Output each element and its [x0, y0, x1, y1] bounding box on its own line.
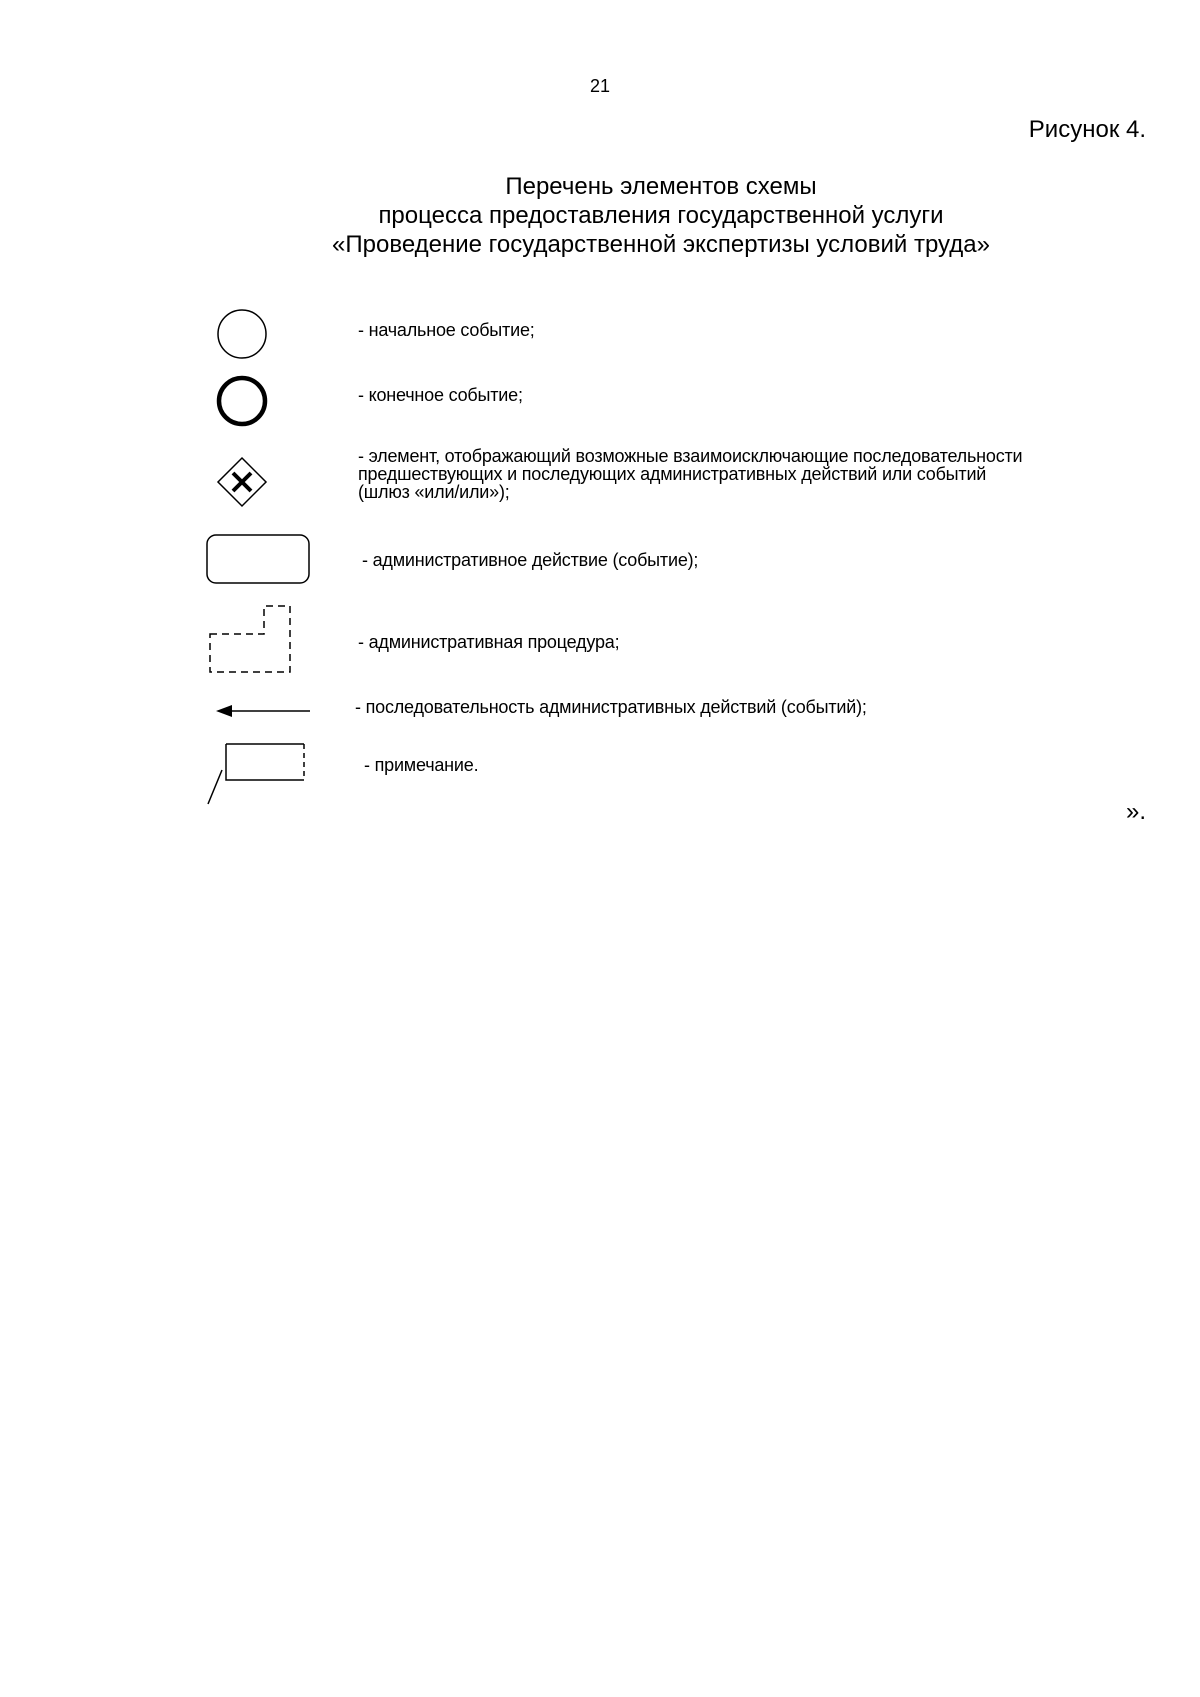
legend-item-gateway-line-1: - элемент, отображающий возможные взаимоисключающие последовательности [358, 446, 1023, 466]
end-event-circle-icon [214, 373, 270, 429]
legend-item-sequence: - последовательность административных действий (событий); [355, 697, 867, 717]
start-event-circle-icon [214, 306, 270, 362]
legend-item-note: - примечание. [364, 755, 479, 775]
arrow-left-icon [214, 700, 314, 722]
legend-item-start-event: - начальное событие; [358, 320, 535, 340]
rounded-rectangle-icon [203, 532, 313, 586]
legend-item-admin-action: - административное действие (событие); [362, 550, 699, 570]
closing-mark: ». [1125, 798, 1146, 825]
exclusive-gateway-icon [216, 456, 268, 508]
figure-label: Рисунок 4. [1028, 116, 1146, 143]
title-line-3: «Проведение государственной экспертизы условий труда» [332, 231, 990, 258]
annotation-icon [200, 738, 310, 808]
page-number: 21 [589, 76, 611, 96]
title-line-2: процесса предоставления государственной услуги [378, 202, 944, 229]
title-line-1: Перечень элементов схемы [505, 173, 817, 200]
legend-item-admin-procedure: - административная процедура; [358, 632, 620, 652]
dashed-procedure-icon [204, 602, 296, 676]
legend-item-end-event: - конечное событие; [358, 385, 523, 405]
legend-item-gateway-line-3: (шлюз «или/или»); [358, 482, 510, 502]
legend-item-gateway-line-2: предшествующих и последующих административных действий или событий [358, 464, 987, 484]
